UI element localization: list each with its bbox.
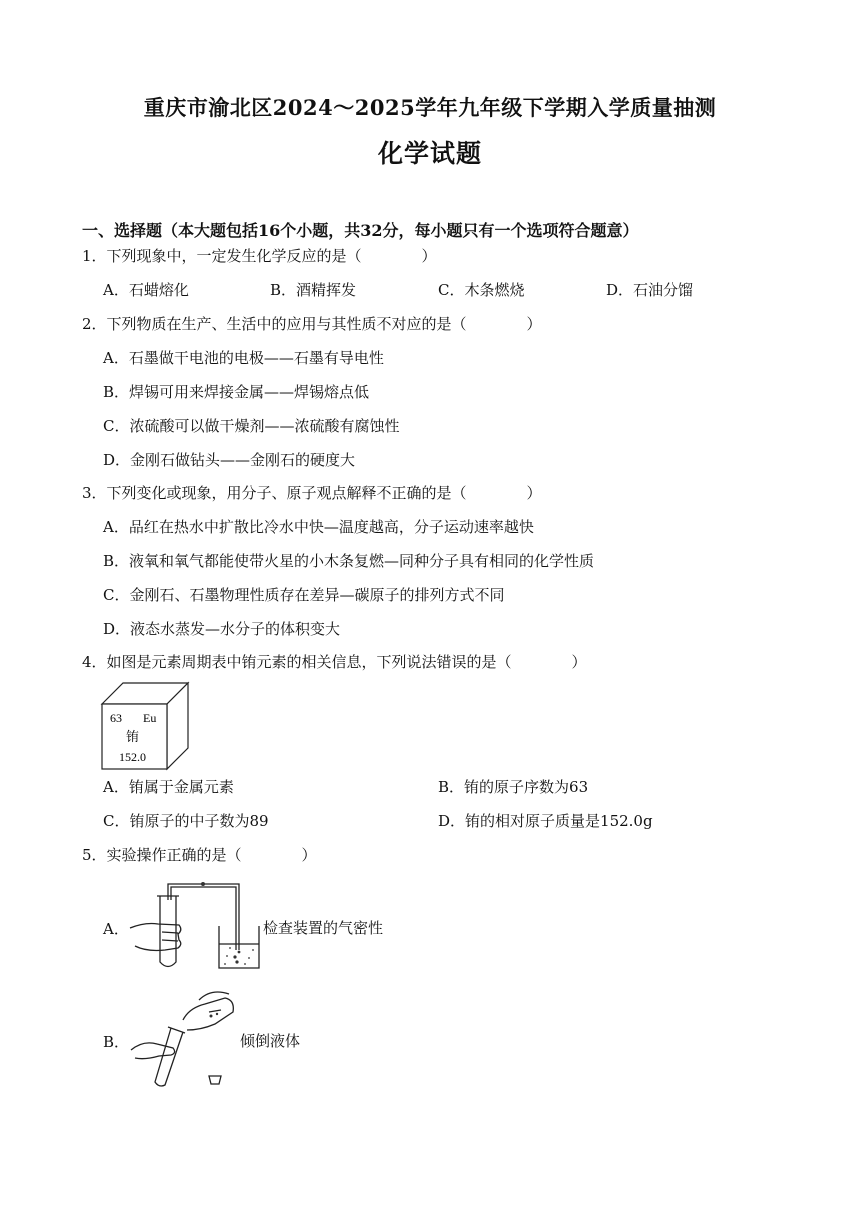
- option-a: A．品红在热水中扩散比冷水中快—温度越高，分子运动速率越快: [103, 518, 534, 536]
- option-c: C．铕原子的中子数为89: [103, 812, 269, 830]
- option-d: D．石油分馏: [606, 281, 694, 299]
- airtightness-check-illustration: [125, 878, 265, 976]
- exam-title: 重庆市渝北区2024～2025学年九年级下学期入学质量抽测: [143, 95, 717, 120]
- option-d: D．铕的相对原子质量是152.0g: [438, 812, 653, 830]
- question-1-stem: 1．下列现象中，一定发生化学反应的是（ ）: [82, 247, 437, 265]
- option-b: B．液氧和氧气都能使带火星的小木条复燃—同种分子具有相同的化学性质: [103, 552, 595, 570]
- question-4-stem: 4．如图是元素周期表中铕元素的相关信息，下列说法错误的是（ ）: [82, 653, 587, 671]
- question-2-stem: 2．下列物质在生产、生活中的应用与其性质不对应的是（ ）: [82, 315, 542, 333]
- atomic-number: 63: [110, 711, 122, 725]
- option-a: A．石墨做干电池的电极——石墨有导电性: [103, 349, 384, 367]
- subject-title: 化学试题: [377, 139, 482, 168]
- option-b-letter: B．: [103, 1033, 130, 1051]
- option-b-caption: 倾倒液体: [240, 1032, 301, 1050]
- option-a-letter: A．: [103, 920, 129, 938]
- option-a: A．石蜡熔化: [103, 281, 189, 299]
- question-5-stem: 5．实验操作正确的是（ ）: [82, 846, 317, 864]
- option-b: B．焊锡可用来焊接金属——焊锡熔点低: [103, 383, 370, 401]
- pouring-liquid-illustration: [125, 990, 243, 1090]
- option-a: A．铕属于金属元素: [103, 778, 234, 796]
- section-heading: 一、选择题（本大题包括16个小题，共32分，每小题只有一个选项符合题意）: [82, 221, 639, 240]
- option-b: B．酒精挥发: [270, 281, 357, 299]
- option-a-caption: 检查装置的气密性: [263, 919, 384, 937]
- option-c: C．浓硫酸可以做干燥剂——浓硫酸有腐蚀性: [103, 417, 400, 435]
- question-3-stem: 3．下列变化或现象，用分子、原子观点解释不正确的是（ ）: [82, 484, 542, 502]
- element-symbol: Eu: [143, 711, 157, 725]
- option-b: B．铕的原子序数为63: [438, 778, 589, 796]
- element-name: 铕: [126, 730, 140, 745]
- option-c: C．木条燃烧: [438, 281, 525, 299]
- element-cell-eu: [100, 681, 192, 773]
- option-c: C．金刚石、石墨物理性质存在差异—碳原子的排列方式不同: [103, 586, 505, 604]
- atomic-mass: 152.0: [119, 750, 146, 764]
- option-d: D．液态水蒸发—水分子的体积变大: [103, 620, 341, 638]
- option-d: D．金刚石做钻头——金刚石的硬度大: [103, 451, 356, 469]
